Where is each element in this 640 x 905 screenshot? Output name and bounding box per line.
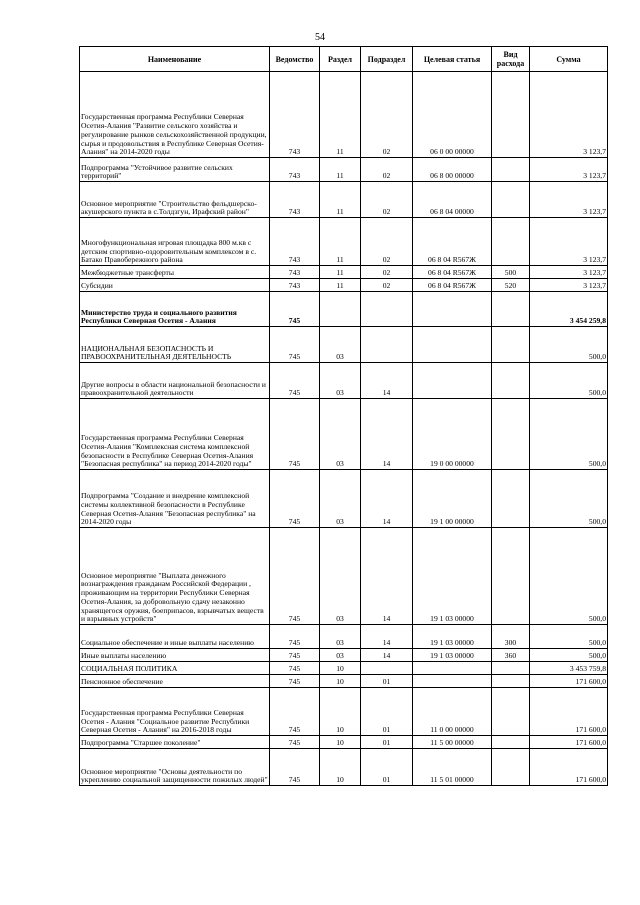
row-summa: 3 123,7 [530,266,608,279]
row-razdel: 11 [320,279,361,292]
row-razdel: 03 [320,399,361,470]
row-summa: 3 454 259,8 [530,292,608,327]
row-podrazdel: 02 [361,266,413,279]
row-vedomstvo: 743 [270,72,320,158]
row-summa: 171 600,0 [530,749,608,786]
table-row [80,327,608,363]
row-vedomstvo: 743 [270,279,320,292]
row-vedomstvo: 743 [270,182,320,218]
row-summa: 500,0 [530,649,608,662]
row-podrazdel: 14 [361,528,413,625]
row-name: Другие вопросы в области национальной безопасности и правоохранительной деятельности [80,363,270,399]
row-vid-raskhoda [492,72,530,158]
row-podrazdel: 02 [361,218,413,266]
row-celevaya-statya: 06 8 04 00000 [413,182,492,218]
row-razdel: 11 [320,218,361,266]
row-celevaya-statya: 19 0 00 00000 [413,399,492,470]
row-vid-raskhoda [492,470,530,528]
row-celevaya-statya [413,675,492,688]
row-vid-raskhoda [492,363,530,399]
row-razdel: 10 [320,688,361,736]
table-row [80,158,608,182]
row-name: Основное мероприятие "Выплата денежного вознаграждения гражданам Российской Федерации , проживающим на территории Республики Северная Осетия-Алания, за добровольную сдачу незаконно хранящегося оружия, боеприпасов, взрывчатых веществ и взрывных устройств" [80,528,270,625]
row-celevaya-statya: 06 0 00 00000 [413,72,492,158]
table-row [80,736,608,749]
row-vid-raskhoda [492,158,530,182]
row-name: Основное мероприятие "Строительство фельдшерско-акушерского пункта в с.Толдзгун, Ирафский район" [80,182,270,218]
row-razdel: 11 [320,72,361,158]
row-vedomstvo: 745 [270,649,320,662]
row-vid-raskhoda [492,662,530,675]
row-podrazdel: 14 [361,649,413,662]
row-vid-raskhoda: 360 [492,649,530,662]
row-celevaya-statya [413,327,492,363]
row-vid-raskhoda [492,688,530,736]
row-vid-raskhoda [492,399,530,470]
row-summa: 500,0 [530,399,608,470]
row-vedomstvo: 743 [270,218,320,266]
table-row [80,688,608,736]
row-vedomstvo: 745 [270,327,320,363]
row-vedomstvo: 745 [270,363,320,399]
row-razdel: 03 [320,649,361,662]
table-row [80,470,608,528]
row-podrazdel: 02 [361,158,413,182]
row-vedomstvo: 745 [270,736,320,749]
row-podrazdel [361,662,413,675]
row-vedomstvo: 743 [270,158,320,182]
row-razdel: 11 [320,182,361,218]
row-name: Государственная программа Республики Северная Осетия-Алания "Развитие сельского хозяйства и регулирование рынков сельскохозяйственной продукции, сырья и продовольствия в Республике Северная Осетия-Алания" на 2014-2020 годы [80,72,270,158]
row-vid-raskhoda: 500 [492,266,530,279]
row-celevaya-statya [413,662,492,675]
row-vedomstvo: 745 [270,292,320,327]
row-name: Субсидии [80,279,270,292]
row-name: Государственная программа Республики Северная Осетия - Алания "Социальное развитие Республики Северная Осетия - Алания" на 2016-2018 годы [80,688,270,736]
row-name: Иные выплаты населению [80,649,270,662]
row-name: Межбюджетные трансферты [80,266,270,279]
header-vedomstvo: Ведомство [270,47,320,72]
row-vid-raskhoda [492,218,530,266]
row-celevaya-statya: 19 1 03 00000 [413,528,492,625]
row-vedomstvo: 745 [270,470,320,528]
row-name: СОЦИАЛЬНАЯ ПОЛИТИКА [80,662,270,675]
row-podrazdel: 02 [361,182,413,218]
table-row [80,649,608,662]
row-podrazdel [361,292,413,327]
row-summa: 171 600,0 [530,675,608,688]
header-celevaya-statya: Целевая статья [413,47,492,72]
row-vid-raskhoda [492,749,530,786]
row-vedomstvo: 745 [270,749,320,786]
row-summa: 171 600,0 [530,736,608,749]
header-summa: Сумма [530,47,608,72]
table-row [80,675,608,688]
row-razdel: 11 [320,158,361,182]
table-row [80,218,608,266]
row-summa: 3 123,7 [530,158,608,182]
table-row [80,625,608,649]
row-podrazdel: 14 [361,363,413,399]
header-vid-raskhoda: Вид расхода [492,47,530,72]
row-vid-raskhoda [492,182,530,218]
row-podrazdel: 01 [361,736,413,749]
row-name: Подпрограмма "Устойчивое развитие сельских территорий" [80,158,270,182]
row-razdel: 03 [320,528,361,625]
table-row [80,279,608,292]
page-number: 54 [315,32,325,43]
row-podrazdel: 01 [361,688,413,736]
row-podrazdel: 14 [361,625,413,649]
table-row [80,266,608,279]
row-vid-raskhoda [492,528,530,625]
row-name: Подпрограмма "Старшее поколение" [80,736,270,749]
row-razdel: 10 [320,675,361,688]
row-summa: 3 123,7 [530,72,608,158]
row-razdel [320,292,361,327]
row-razdel: 03 [320,625,361,649]
row-name: Социальное обеспечение и иные выплаты населению [80,625,270,649]
table-row [80,363,608,399]
row-summa: 3 123,7 [530,218,608,266]
row-celevaya-statya: 19 1 00 00000 [413,470,492,528]
row-vedomstvo: 743 [270,266,320,279]
row-summa: 500,0 [530,470,608,528]
row-podrazdel: 01 [361,675,413,688]
row-razdel: 10 [320,736,361,749]
row-name: Многофункциональная игровая площадка 800 м.кв с детским спортивно-оздоровительным комплексом в с. Батако Правобережного района [80,218,270,266]
row-celevaya-statya: 11 5 00 00000 [413,736,492,749]
row-name: Министерство труда и социального развития Республики Северная Осетия - Алания [80,292,270,327]
header-name: Наименование [80,47,270,72]
row-celevaya-statya: 06 8 04 R567Ж [413,266,492,279]
row-vid-raskhoda: 300 [492,625,530,649]
row-vedomstvo: 745 [270,399,320,470]
row-name: НАЦИОНАЛЬНАЯ БЕЗОПАСНОСТЬ И ПРАВООХРАНИТЕЛЬНАЯ ДЕЯТЕЛЬНОСТЬ [80,327,270,363]
row-name: Подпрограмма "Создание и внедрение комплексной системы коллективной безопасности в Республике Северная Осетия-Алания "Безопасная республика" на 2014-2020 годы [80,470,270,528]
row-celevaya-statya: 06 8 00 00000 [413,158,492,182]
row-summa: 171 600,0 [530,688,608,736]
row-podrazdel: 14 [361,399,413,470]
row-razdel: 10 [320,662,361,675]
row-podrazdel [361,327,413,363]
row-celevaya-statya: 11 5 01 00000 [413,749,492,786]
row-celevaya-statya: 06 8 04 R567Ж [413,218,492,266]
row-podrazdel: 14 [361,470,413,528]
row-vid-raskhoda [492,292,530,327]
row-summa: 500,0 [530,363,608,399]
row-podrazdel: 02 [361,279,413,292]
table-row [80,749,608,786]
row-summa: 3 123,7 [530,279,608,292]
table-row [80,72,608,158]
budget-table [79,46,608,786]
row-summa: 500,0 [530,625,608,649]
row-name: Государственная программа Республики Северная Осетия-Алания "Комплексная система комплексной безопасности в Республике Северная Осетия-Алания "Безопасная республика" на период 2014-2020 годы" [80,399,270,470]
row-razdel: 11 [320,266,361,279]
table-row [80,292,608,327]
row-summa: 3 123,7 [530,182,608,218]
row-vid-raskhoda: 520 [492,279,530,292]
row-celevaya-statya: 11 0 00 00000 [413,688,492,736]
row-razdel: 10 [320,749,361,786]
table-row [80,662,608,675]
row-celevaya-statya [413,363,492,399]
row-celevaya-statya: 06 8 04 R567Ж [413,279,492,292]
row-celevaya-statya: 19 1 03 00000 [413,625,492,649]
row-vid-raskhoda [492,327,530,363]
row-summa: 3 453 759,8 [530,662,608,675]
row-vid-raskhoda [492,675,530,688]
row-summa: 500,0 [530,528,608,625]
row-vid-raskhoda [492,736,530,749]
row-podrazdel: 02 [361,72,413,158]
table-row [80,528,608,625]
row-razdel: 03 [320,327,361,363]
row-name: Пенсионное обеспечение [80,675,270,688]
table-row [80,399,608,470]
row-podrazdel: 01 [361,749,413,786]
row-name: Основное мероприятие "Основы деятельности по укреплению социальной защищенности пожилых людей" [80,749,270,786]
header-podrazdel: Подраздел [361,47,413,72]
row-celevaya-statya: 19 1 03 00000 [413,649,492,662]
row-razdel: 03 [320,470,361,528]
row-celevaya-statya [413,292,492,327]
header-razdel: Раздел [320,47,361,72]
row-vedomstvo: 745 [270,625,320,649]
row-razdel: 03 [320,363,361,399]
table-row [80,182,608,218]
row-summa: 500,0 [530,327,608,363]
row-vedomstvo: 745 [270,688,320,736]
row-vedomstvo: 745 [270,662,320,675]
table-header-row [80,47,608,72]
row-vedomstvo: 745 [270,675,320,688]
row-vedomstvo: 745 [270,528,320,625]
